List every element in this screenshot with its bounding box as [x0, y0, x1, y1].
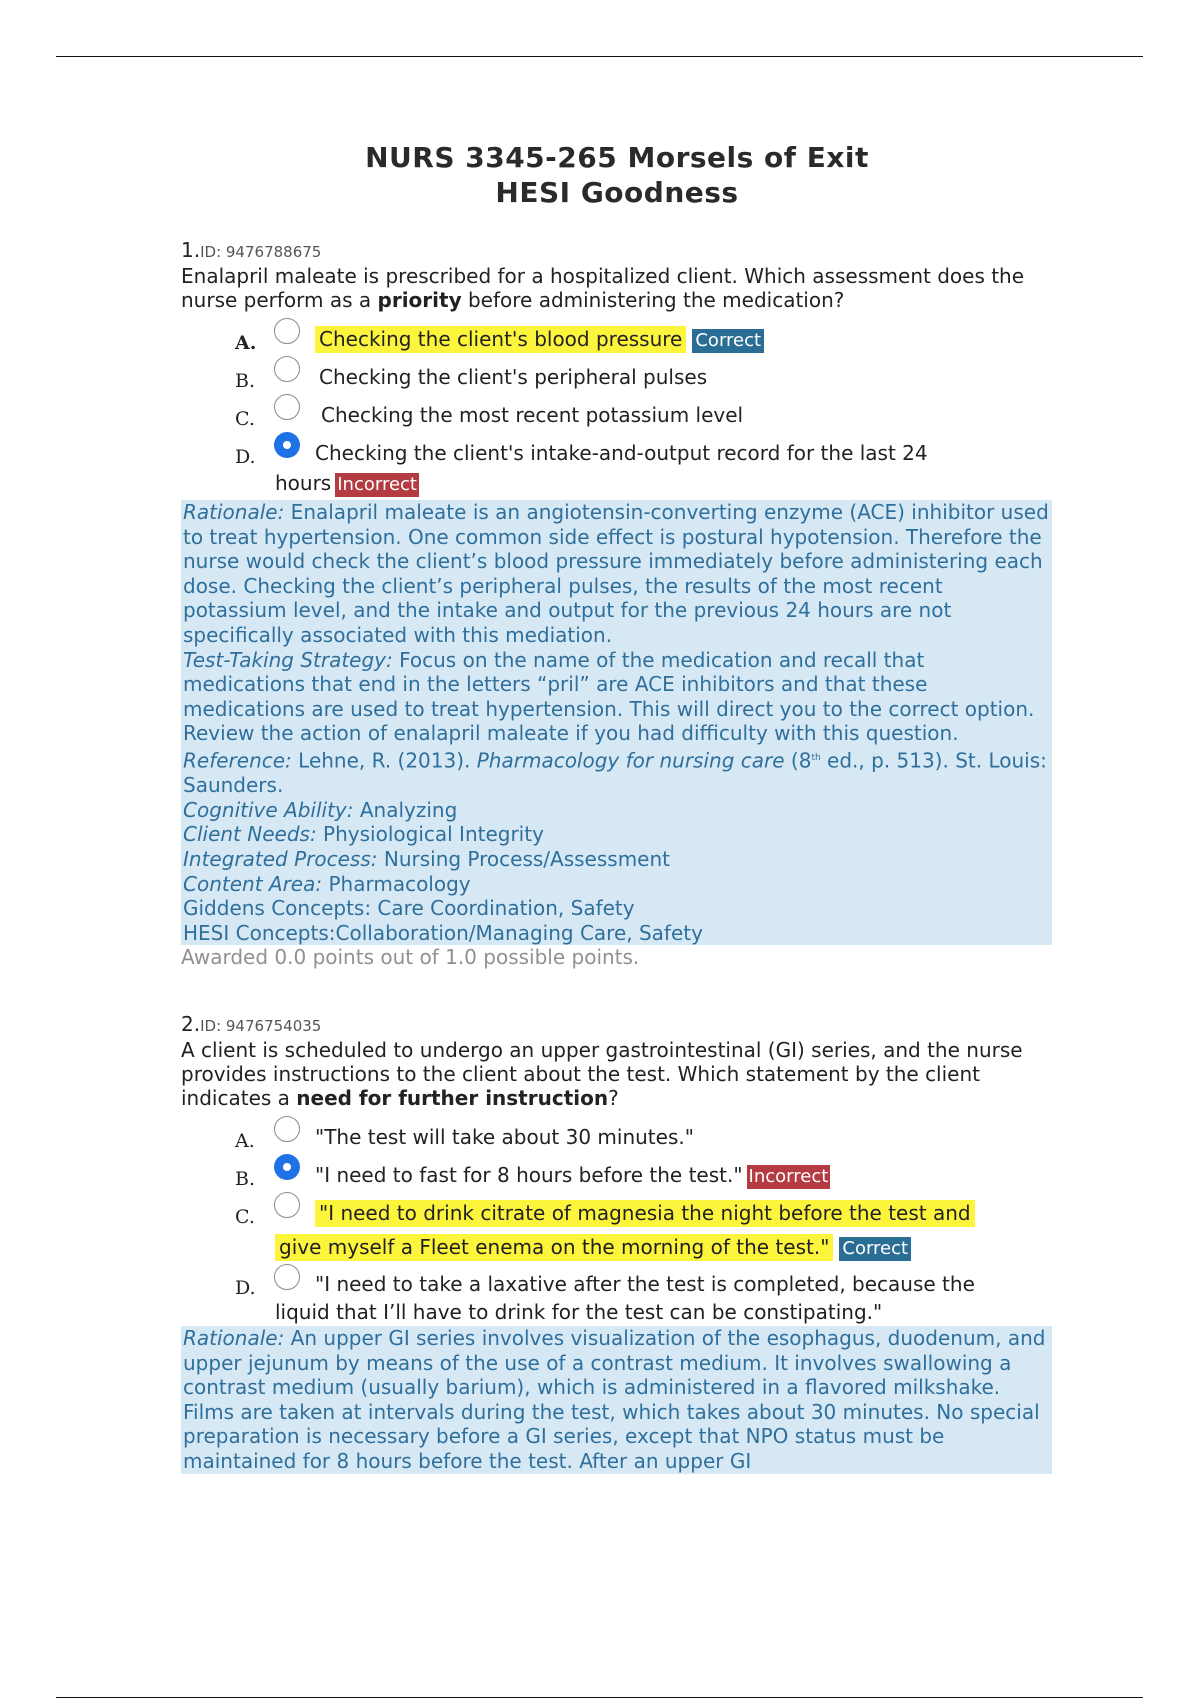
option-text: Checking the client's intake-and-output record for the last 24: [315, 441, 928, 465]
radio-button[interactable]: [274, 356, 300, 382]
answer-options: [235, 1122, 1052, 1326]
correct-badge: Correct: [839, 1237, 911, 1261]
option-text-continued: hours Incorrect: [275, 471, 417, 495]
stem-emphasis: priority: [377, 288, 462, 312]
question-stem: Enalapril maleate is prescribed for a hospitalized client. Which assessment does the nurse perform as a priority before administering the medication?: [181, 264, 1025, 312]
question-header: [181, 238, 1052, 264]
incorrect-badge: Incorrect: [748, 1166, 829, 1187]
question-header: [181, 1012, 1052, 1038]
option-text: "I need to drink citrate of magnesia the night before the test and: [315, 1200, 975, 1227]
radio-button-selected[interactable]: [274, 432, 300, 458]
question-number: 2.: [181, 1012, 201, 1036]
reference: Reference: Lehne, R. (2013). Pharmacology for nursing care (8th ed., p. 513). St. Louis: Saunders.: [183, 748, 1047, 798]
awarded-points: Awarded 0.0 points out of 1.0 possible points.: [181, 945, 640, 970]
option-letter: C.: [235, 408, 255, 430]
option-letter: A.: [235, 332, 257, 354]
option-c[interactable]: [235, 1198, 1052, 1262]
option-b[interactable]: [235, 362, 1052, 392]
question-number: 1.: [181, 238, 201, 262]
option-letter: C.: [235, 1206, 255, 1228]
radio-button-selected[interactable]: [274, 1154, 300, 1180]
hesi-concepts: HESI Concepts:Collaboration/Managing Care, Safety: [183, 920, 703, 945]
rationale-paragraph: Rationale: Enalapril maleate is an angiotensin-converting enzyme (ACE) inhibitor used to treat hypertension. One common side effect is postural hypotension. Therefore the nurse would check the client’s blood pressure immediately before administering each dose. Checking the client’s peripheral pulses, the results of the most recent potassium level, and the intake and output for the previous 24 hours are not specifically associated with this mediation.: [183, 500, 1049, 647]
option-d[interactable]: [235, 438, 1052, 498]
option-letter: A.: [235, 1130, 255, 1152]
option-text: Checking the client's peripheral pulses: [319, 365, 708, 389]
top-rule: [56, 56, 1143, 57]
test-taking-strategy: Test-Taking Strategy: Focus on the name of the medication and recall that medications that end in the letters “pril” are ACE inhibitors and that these medications are used to treat hypertension. This will direct you to the correct option. Review the action of enalapril maleate if you had difficulty with this question.: [183, 647, 1035, 746]
correct-badge: Correct: [692, 329, 764, 353]
giddens-concepts: Giddens Concepts: Care Coordination, Safety: [183, 896, 635, 921]
option-letter: B.: [235, 370, 256, 392]
question-id: ID: 9476788675: [200, 243, 322, 261]
option-d[interactable]: [235, 1270, 1052, 1326]
radio-button[interactable]: [274, 1264, 300, 1290]
option-text: "I need to take a laxative after the test is completed, because the: [315, 1272, 975, 1296]
radio-button[interactable]: [274, 394, 300, 420]
title-line-1: NURS 3345-265 Morsels of Exit: [365, 141, 869, 174]
option-text: "The test will take about 30 minutes.": [315, 1125, 694, 1149]
radio-button[interactable]: [274, 1192, 300, 1218]
rationale-paragraph: Rationale: An upper GI series involves visualization of the esophagus, duodenum, and upper jejunum by means of the use of a contrast medium. It involves swallowing a contrast medium (usually barium), which is administered in a flavored milkshake. Films are taken at intervals during the test, which takes about 30 minutes. No special preparation is necessary before a GI series, except that NPO status must be maintained for 8 hours before the test. After an upper GI: [183, 1326, 1046, 1473]
reference-book-title: Pharmacology for nursing care: [476, 748, 785, 773]
option-a[interactable]: [235, 324, 1052, 354]
radio-button[interactable]: [274, 318, 300, 344]
option-text: Checking the most recent potassium level: [321, 403, 744, 427]
option-b[interactable]: [235, 1160, 1052, 1190]
stem-emphasis: need for further instruction: [296, 1086, 609, 1110]
answer-options: [235, 324, 1052, 498]
title-line-2: HESI Goodness: [495, 176, 739, 209]
client-needs: Client Needs: Physiological Integrity: [183, 822, 544, 847]
option-text-continued: give myself a Fleet enema on the morning of the test." Correct: [275, 1232, 1052, 1262]
option-letter: B.: [235, 1168, 256, 1190]
content-area: Content Area: Pharmacology: [183, 871, 471, 896]
option-letter: D.: [235, 1277, 256, 1299]
question-1: [181, 238, 1052, 969]
incorrect-badge: Incorrect: [337, 474, 417, 495]
question-id: ID: 9476754035: [200, 1017, 322, 1035]
integrated-process: Integrated Process: Nursing Process/Assessment: [183, 846, 670, 871]
question-2: [181, 1012, 1052, 1474]
option-text: "I need to fast for 8 hours before the test.": [315, 1163, 743, 1187]
rationale-panel: [181, 1326, 1052, 1474]
cognitive-ability: Cognitive Ability: Analyzing: [183, 797, 458, 822]
option-letter: D.: [235, 446, 256, 468]
option-text: Checking the client's blood pressure: [315, 326, 686, 353]
radio-button[interactable]: [274, 1116, 300, 1142]
bottom-rule: [56, 1697, 1143, 1698]
option-a[interactable]: [235, 1122, 1052, 1152]
question-stem: A client is scheduled to undergo an upper gastrointestinal (GI) series, and the nurse provides instructions to the client about the test. Which statement by the client indicates a need for further instruction?: [181, 1038, 1023, 1110]
option-c[interactable]: [235, 400, 1052, 430]
document-title: [0, 140, 1200, 210]
rationale-panel: [181, 500, 1052, 945]
option-text-continued: liquid that I’ll have to drink for the test can be constipating.": [275, 1300, 883, 1324]
